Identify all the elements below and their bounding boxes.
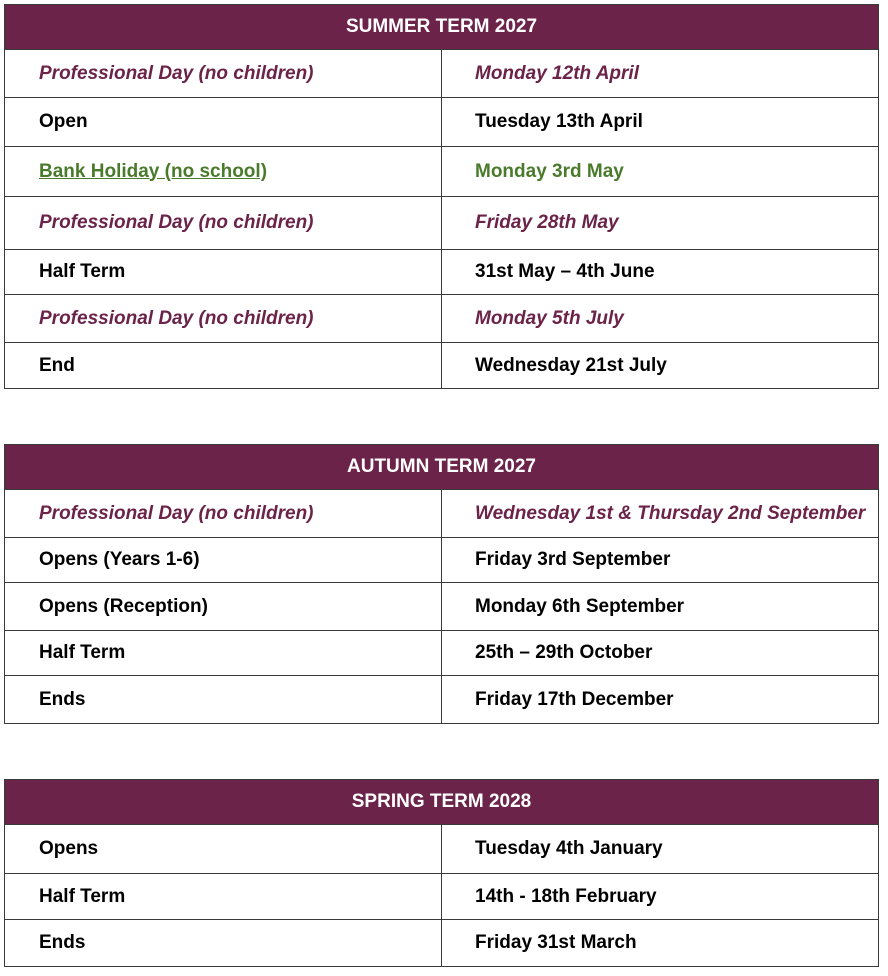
date-cell: Monday 6th September	[442, 583, 879, 631]
date-cell: 14th - 18th February	[442, 874, 879, 920]
term-header: SPRING TERM 2028	[5, 780, 879, 825]
event-cell: Half Term	[5, 250, 442, 295]
date-cell: Wednesday 21st July	[442, 343, 879, 389]
date-cell: Monday 5th July	[442, 295, 879, 343]
summer-term-table	[4, 4, 879, 389]
event-cell: End	[5, 343, 442, 389]
event-cell: Half Term	[5, 874, 442, 920]
date-cell: Monday 3rd May	[442, 147, 879, 197]
term-header: SUMMER TERM 2027	[5, 5, 879, 50]
event-cell: Professional Day (no children)	[5, 197, 442, 250]
event-cell: Professional Day (no children)	[5, 490, 442, 538]
date-cell: 31st May – 4th June	[442, 250, 879, 295]
event-cell: Ends	[5, 920, 442, 967]
bank-holiday-link[interactable]: Bank Holiday (no school)	[39, 160, 268, 182]
term-header: AUTUMN TERM 2027	[5, 445, 879, 490]
event-cell: Ends	[5, 676, 442, 724]
event-cell: Opens	[5, 825, 442, 874]
event-cell: Opens (Reception)	[5, 583, 442, 631]
event-cell: Professional Day (no children)	[5, 50, 442, 98]
event-cell: Half Term	[5, 631, 442, 676]
spring-term-table	[4, 779, 879, 967]
event-cell: Opens (Years 1-6)	[5, 538, 442, 583]
date-cell: Friday 28th May	[442, 197, 879, 250]
event-cell	[5, 147, 442, 197]
date-cell: Friday 3rd September	[442, 538, 879, 583]
date-cell: Tuesday 13th April	[442, 98, 879, 147]
date-cell: Tuesday 4th January	[442, 825, 879, 874]
date-cell: Friday 17th December	[442, 676, 879, 724]
date-cell: 25th – 29th October	[442, 631, 879, 676]
event-cell: Open	[5, 98, 442, 147]
date-cell: Monday 12th April	[442, 50, 879, 98]
event-cell: Professional Day (no children)	[5, 295, 442, 343]
date-cell: Friday 31st March	[442, 920, 879, 967]
autumn-term-table	[4, 444, 879, 724]
date-cell: Wednesday 1st & Thursday 2nd September	[442, 490, 879, 538]
